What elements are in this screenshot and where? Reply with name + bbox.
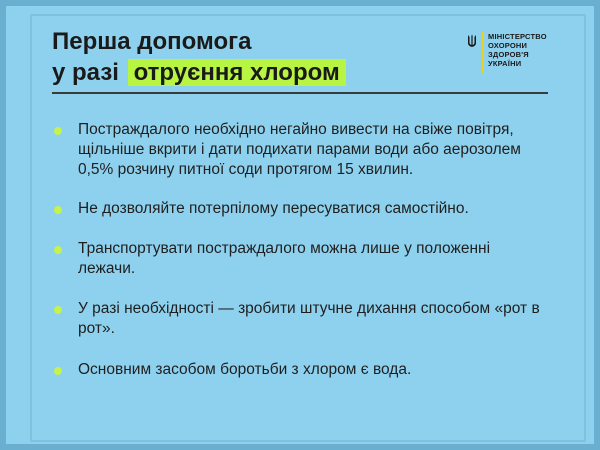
title-line-2-prefix: у разі (52, 59, 119, 86)
title-highlight: отруєння хлором (128, 59, 346, 86)
list-item (50, 360, 550, 380)
logo-line-4: УКРАЇНИ (488, 59, 522, 68)
list-item (50, 120, 550, 180)
list-item-text: Транспортувати постраждалого можна лише у положенні лежачи. (78, 240, 491, 277)
list-item-text: У разі необхідності — зробити штучне дихання способом «рот в рот». (78, 300, 540, 337)
title-divider (52, 92, 548, 94)
bullet-icon (54, 246, 62, 254)
logo-text (488, 32, 547, 68)
advice-list (50, 120, 550, 380)
ministry-logo (467, 32, 562, 77)
list-item-text: Не дозволяйте потерпілому пересуватися самостійно. (78, 200, 469, 217)
list-item (50, 299, 550, 339)
bullet-icon (54, 206, 62, 214)
list-item (50, 239, 550, 279)
logo-line-2: ОХОРОНИ (488, 41, 528, 50)
bullet-icon (54, 306, 62, 314)
bullet-icon (54, 367, 62, 375)
page-title (52, 26, 346, 88)
logo-divider (482, 32, 484, 74)
bullet-icon (54, 127, 62, 135)
list-item-text: Постраждалого необхідно негайно вивести на свіже повітря, щільніше вкрити і дати подихати парами води або аерозолем 0,5% розчину питної соди протягом 15 хвилин. (78, 121, 521, 178)
logo-line-3: ЗДОРОВ'Я (488, 50, 529, 59)
list-item-text: Основним засобом боротьби з хлором є вода. (78, 361, 412, 378)
trident-icon (467, 34, 477, 48)
title-line-2 (52, 57, 346, 88)
logo-line-1: МІНІСТЕРСТВО (488, 32, 547, 41)
list-item (50, 199, 550, 219)
title-line-1: Перша допомога (52, 28, 252, 55)
